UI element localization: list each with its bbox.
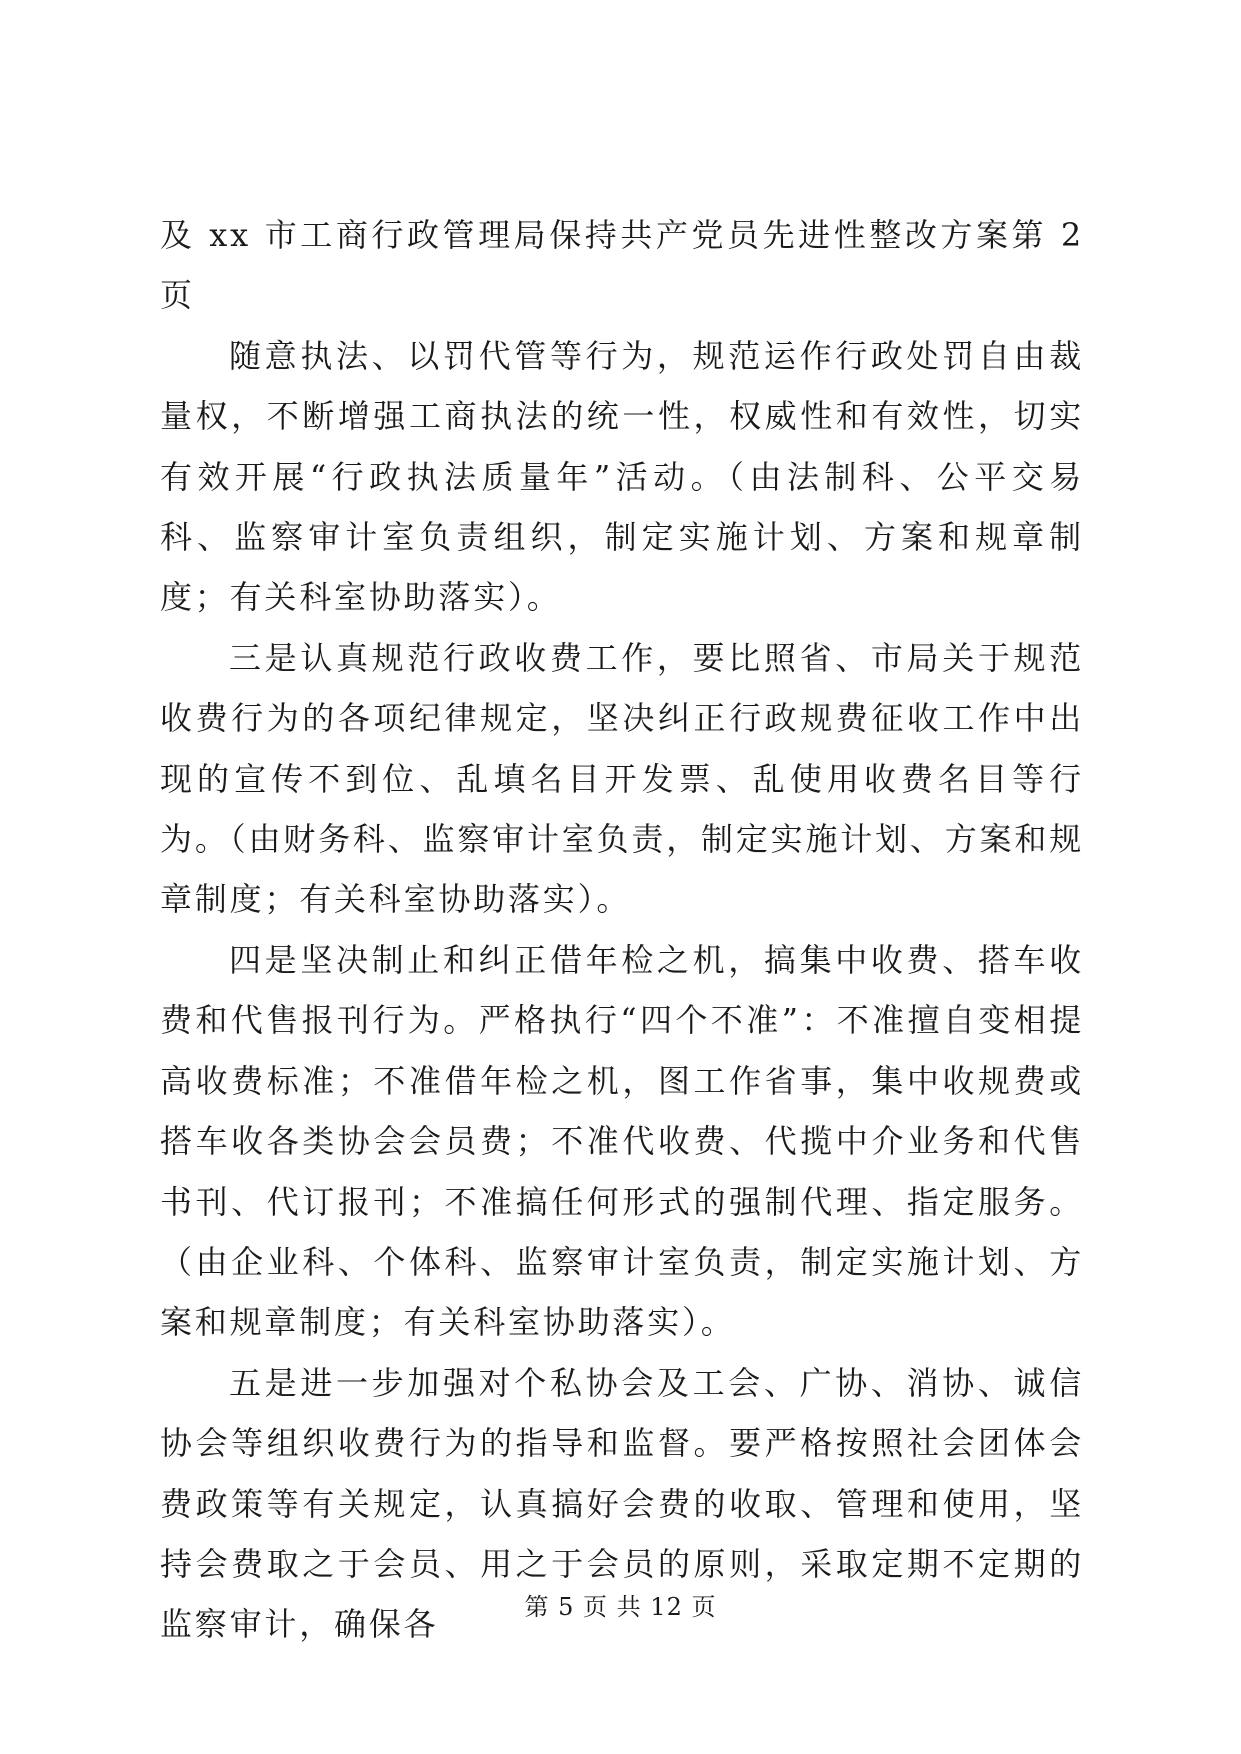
paragraph-3: 四是坚决制止和纠正借年检之机，搞集中收费、搭车收费和代售报刊行为。严格执行“四个不准”：不准擅自变相提高收费标准；不准借年检之机，图工作省事，集中收规费或搭车收各类协会会员费；不准代收费、代揽中介业务和代售书刊、代订报刊；不准搞任何形式的强制代理、指定服务。（由企业科、个体科、监察审计室负责，制定实施计划、方案和规章制度；有关科室协助落实）。 <box>160 940 1084 1342</box>
paragraph-4: 五是进一步加强对个私协会及工会、广协、消协、诚信协会等组织收费行为的指导和监督。要严格按照社会团体会费政策等有关规定，认真搞好会费的收取、管理和使用，坚持会费取之于会员、用之于会员的原则，采取定期不定期的监察审计，确保各 <box>160 1363 1084 1644</box>
document-body <box>160 205 1084 1655</box>
paragraph-1: 随意执法、以罚代管等行为，规范运作行政处罚自由裁量权，不断增强工商执法的统一性，权威性和有效性，切实有效开展“行政执法质量年”活动。（由法制科、公平交易科、监察审计室负责组织，制定实施计划、方案和规章制度；有关科室协助落实）。 <box>160 336 1084 617</box>
paragraph-2: 三是认真规范行政收费工作，要比照省、市局关于规范收费行为的各项纪律规定，坚决纠正行政规费征收工作中出现的宣传不到位、乱填名目开发票、乱使用收费名目等行为。（由财务科、监察审计室负责，制定实施计划、方案和规章制度；有关科室协助落实）。 <box>160 638 1084 919</box>
page-footer: 第 5 页 共 12 页 <box>524 1593 717 1621</box>
header-line: 及 xx 市工商行政管理局保持共产党员先进性整改方案第 2 页 <box>160 216 1084 315</box>
